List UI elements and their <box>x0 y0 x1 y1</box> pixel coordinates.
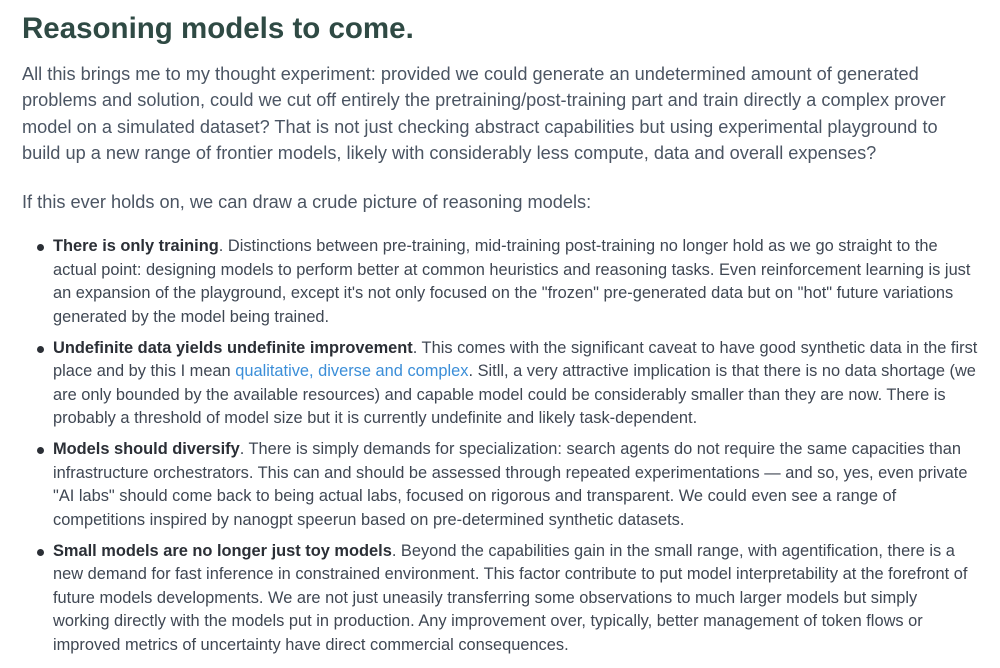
bullet-dot-icon <box>37 346 44 353</box>
section-heading: Reasoning models to come. <box>22 12 414 45</box>
list-item <box>22 235 978 329</box>
list-item-text: . This comes with the significant caveat to have good synthetic data in the first place and by this I mean <box>53 338 978 381</box>
bullet-dot-icon <box>37 447 44 454</box>
bullet-dot-icon <box>37 244 44 251</box>
bullet-dot-icon <box>37 549 44 556</box>
list-item-title: There is only training <box>53 237 219 256</box>
list-item <box>22 540 978 658</box>
list-item-title: Models should diversify <box>53 440 240 459</box>
list-item-title: Undefinite data yields undefinite improvement <box>53 338 413 357</box>
bullet-list <box>22 235 978 657</box>
list-item-text: . Sitll, a very attractive implication is that there is no data shortage (we are only bounded by the available resources) and capable model could be considerably smaller than they are now. There is probably a threshold of model size but it is currently undefinite and likely task-dependent. <box>53 362 976 428</box>
qualitative-diverse-complex-link[interactable]: qualitative, diverse and complex <box>235 362 469 381</box>
list-item <box>22 438 978 532</box>
lead-paragraph: If this ever holds on, we can draw a crude picture of reasoning models: <box>22 191 592 212</box>
list-item <box>22 337 978 431</box>
list-item-text: . There is simply demands for specialization: search agents do not require the same capacities than infrastructure orchestrators. This can and should be assessed through repeated experimentations — and so, yes, even private "AI labs" should come back to being actual labs, focused on rigorous and transparent. We could even see a range of competitions inspired by nanogpt speerun based on pre-determined synthetic datasets. <box>53 440 968 529</box>
list-item-text: . Beyond the capabilities gain in the small range, with agentification, there is a new demand for fast inference in constrained environment. This factor contribute to put model interpretability at the forefront of future models developments. We are not just uneasily transferring some observations to much larger models but simply working directly with the models put in production. Any improvement over, typically, better management of token flows or improved metrics of uncertainty have direct commercial consequences. <box>53 541 968 654</box>
list-item-text: . Distinctions between pre-training, mid-training post-training no longer hold as we go straight to the actual point: designing models to perform better at common heuristics and reasoning tasks. Even reinforcement learning is just an expansion of the playground, except it's not only focused on the "frozen" pre-generated data but on "hot" future variations generated by the model being trained. <box>53 237 971 326</box>
intro-paragraph: All this brings me to my thought experiment: provided we could generate an undetermined amount of generated problems and solution, could we cut off entirely the pretraining/post-training part and train directly a complex prover model on a simulated dataset? That is not just checking abstract capabilities but using experimental playground to build up a new range of frontier models, likely with considerably less compute, data and overall expenses? <box>22 64 946 164</box>
list-item-title: Small models are no longer just toy models <box>53 541 392 560</box>
